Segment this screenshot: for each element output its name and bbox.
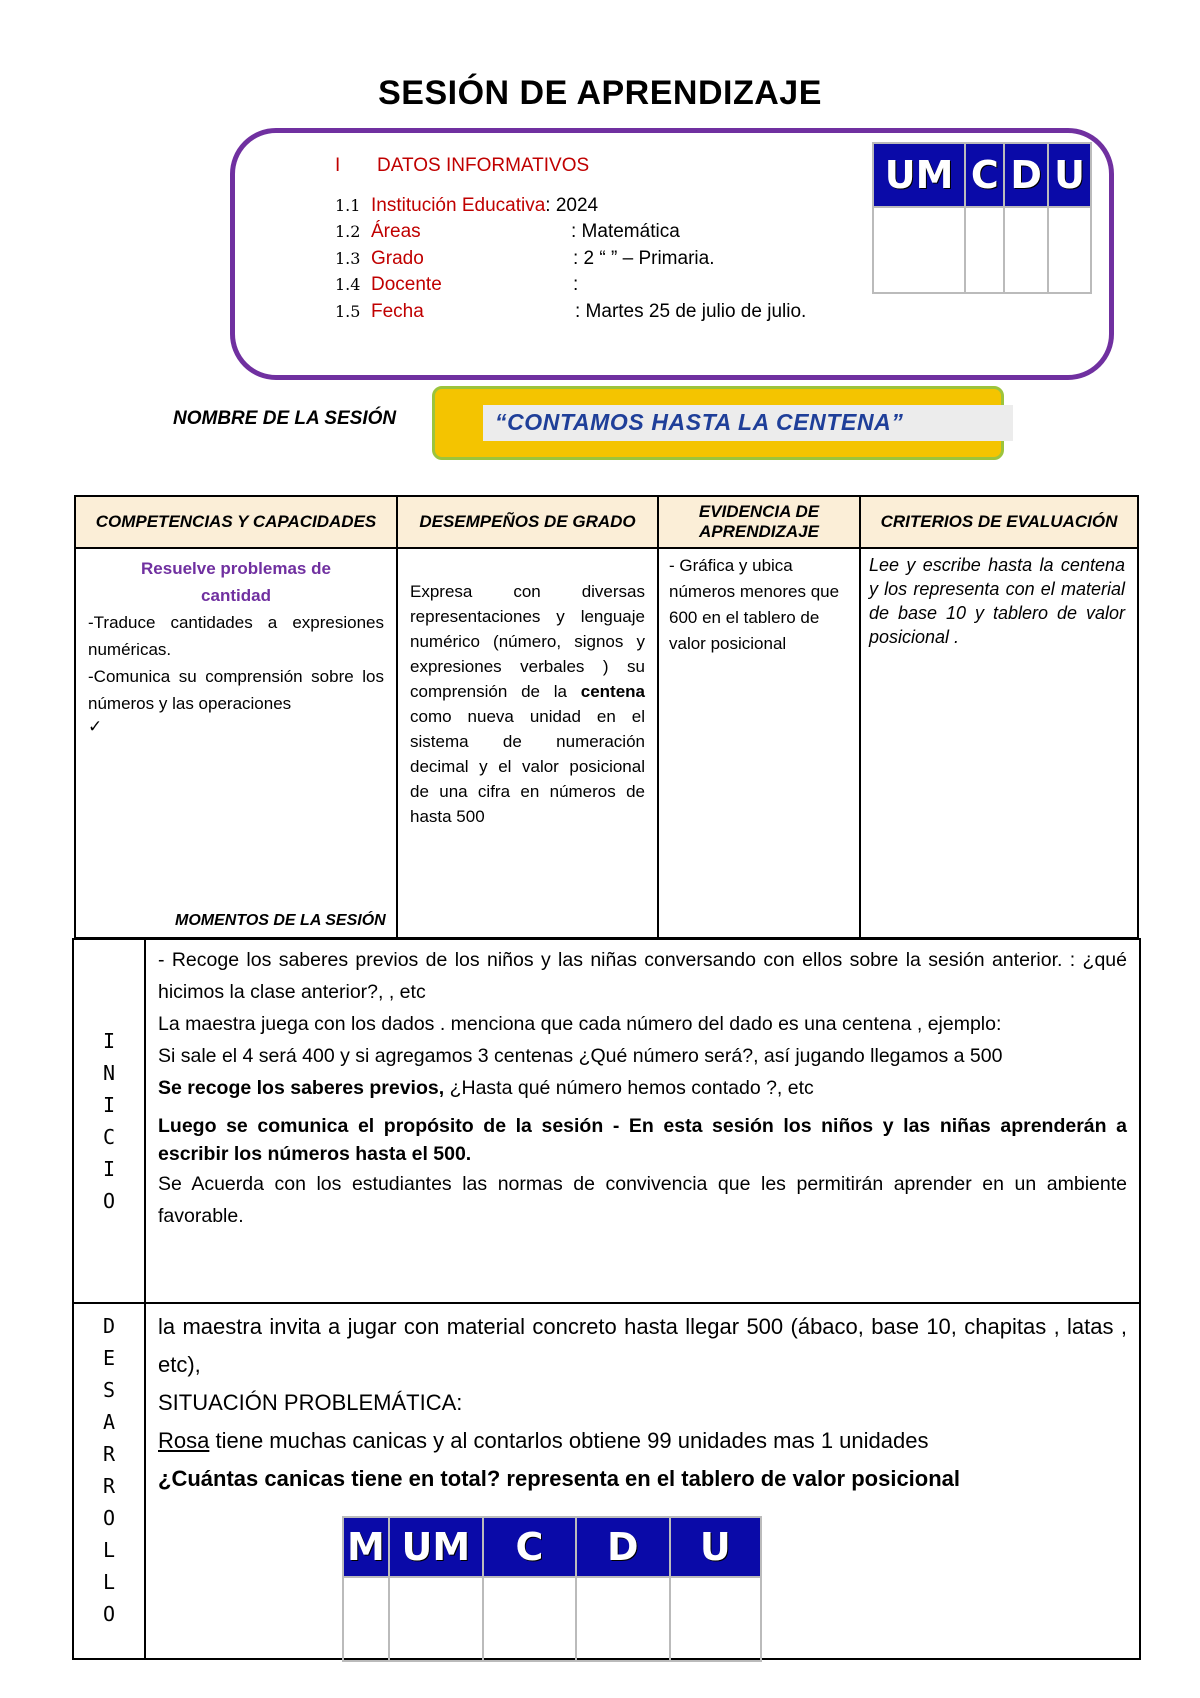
situacion-title: SITUACIÓN PROBLEMÁTICA:: [158, 1390, 463, 1415]
row-number: 1.4: [335, 275, 361, 294]
tablero-cell: [873, 207, 965, 293]
tablero-cell: [389, 1577, 483, 1661]
tablero-header-d: D: [576, 1517, 669, 1577]
letter: L: [102, 1570, 116, 1594]
tablero-header-c: C: [965, 143, 1004, 207]
cell-evidencia: [658, 548, 860, 938]
inicio-paragraph: - Recoge los saberes previos de los niños y las niñas conversando con ellos sobre la sesión anterior. : ¿qué hicimos la clase anterior?, , etc: [158, 949, 1127, 1003]
row-number: 1.2: [335, 222, 361, 241]
cell-competencias: [75, 548, 397, 938]
session-name-box: [483, 405, 1013, 441]
criterio-text: Lee y escribe hasta la centena y los representa con el material de base 10 y tablero de valor posicional .: [869, 555, 1125, 647]
tablero-header-m: M: [343, 1517, 389, 1577]
letter: C: [102, 1125, 116, 1149]
row-value: : 2 “ ” – Primaria.: [573, 248, 715, 269]
tablero-cell: [1048, 207, 1091, 293]
row-label: Áreas: [371, 221, 421, 242]
datos-row-docente: [335, 274, 578, 296]
row-number: 1.5: [335, 302, 361, 321]
row-number: 1.3: [335, 249, 361, 268]
inicio-paragraph: Si sale el 4 será 400 y si agregamos 3 centenas ¿Qué número será?, así jugando llegamos a 500: [158, 1045, 1003, 1067]
row-label: Docente: [371, 274, 442, 295]
situacion-question: ¿Cuántas canicas tiene en total? representa en el tablero de valor posicional: [158, 1466, 961, 1491]
tablero-cell: [1004, 207, 1048, 293]
capacidad-item: -Traduce cantidades a expresiones numéricas.: [88, 613, 384, 659]
tablero-cell: [965, 207, 1004, 293]
tablero-header-c: C: [483, 1517, 576, 1577]
tablero-header-u: U: [670, 1517, 761, 1577]
session-name-banner: [432, 386, 1004, 460]
row-label: Institución Educativa: [371, 195, 546, 216]
letter: I: [102, 1157, 116, 1181]
desempeno-bold: centena: [580, 682, 645, 701]
datos-row-fecha: [335, 301, 806, 323]
inicio-paragraph: [158, 1072, 1127, 1104]
tablero-header-d: D: [1004, 143, 1048, 207]
situacion-text: [158, 1422, 1127, 1460]
text: ¿Hasta qué número hemos contado ?, etc: [444, 1077, 814, 1099]
tablero-cell: [483, 1577, 576, 1661]
tablero-cell: [576, 1577, 669, 1661]
datos-row-areas: [335, 221, 680, 243]
letter: L: [102, 1538, 116, 1562]
desempeno-text: [410, 579, 645, 829]
inicio-content: [145, 939, 1140, 1303]
row-label: Fecha: [371, 301, 424, 322]
row-value: : Matemática: [571, 221, 680, 242]
row-number: 1.1: [335, 196, 361, 215]
session-name: “CONTAMOS HASTA LA CENTENA”: [495, 409, 904, 435]
evidencia-text: - Gráfica y ubica números menores que 600 en el tablero de valor posicional: [669, 556, 840, 653]
letter: R: [102, 1442, 116, 1466]
inicio-label: [73, 939, 145, 1303]
tablero-cell: [343, 1577, 389, 1661]
desempeno-part: Expresa con diversas representaciones y lenguaje numérico (número, signos y expresiones verbales ) su comprensión de la: [410, 582, 645, 701]
text: tiene muchas canicas y al contarlos obtiene 99 unidades mas 1 unidades: [209, 1428, 929, 1453]
page-title: SESIÓN DE APRENDIZAJE: [378, 74, 822, 112]
letter: N: [102, 1061, 116, 1085]
header-desempenos: DESEMPEÑOS DE GRADO: [397, 496, 658, 548]
row-value: :: [573, 274, 579, 295]
proposito-text: Luego se comunica el propósito de la sesión - En esta sesión los niños y las niñas aprenderán a escribir los números hasta el 500.: [158, 1115, 1127, 1165]
check-icon: ✓: [88, 717, 103, 736]
letter: A: [102, 1410, 116, 1434]
header-criterios: CRITERIOS DE EVALUACIÓN: [860, 496, 1138, 548]
tablero-valor-posicional-top: [872, 142, 1092, 294]
datos-row-institucion: [335, 195, 598, 217]
cell-desempenos: [397, 548, 658, 938]
header-competencias: COMPETENCIAS Y CAPACIDADES: [75, 496, 397, 548]
inicio-paragraph: Se Acuerda con los estudiantes las normas de convivencia que les permitirán aprender en un ambiente favorable.: [158, 1173, 1127, 1227]
desarrollo-paragraph: la maestra invita a jugar con material concreto hasta llegar 500 (ábaco, base 10, chapitas , latas , etc),: [158, 1314, 1127, 1377]
letter: O: [102, 1189, 116, 1213]
desarrollo-label: [73, 1303, 145, 1659]
header-evidencia: EVIDENCIA DE APRENDIZAJE: [658, 496, 860, 548]
tablero-header-um: UM: [389, 1517, 483, 1577]
row-label: Grado: [371, 248, 424, 269]
momentos-label: MOMENTOS DE LA SESIÓN: [175, 912, 386, 929]
student-name: Rosa: [158, 1428, 210, 1453]
letter: O: [102, 1602, 116, 1626]
tablero-valor-posicional-bottom: [342, 1516, 762, 1662]
row-value: : Martes 25 de julio de julio.: [575, 301, 807, 322]
competencias-table: [74, 495, 1139, 939]
desempeno-part: como nueva unidad en el sistema de numeración decimal y el valor posicional de una cifra en números de hasta 500: [410, 707, 645, 826]
section-number: I: [335, 155, 341, 176]
inicio-paragraph: La maestra juega con los dados . menciona que cada número del dado es una centena , ejemplo:: [158, 1013, 1002, 1035]
row-value: : 2024: [545, 195, 599, 216]
section-title: DATOS INFORMATIVOS: [377, 155, 590, 176]
competencia-title: Resuelve problemas de cantidad: [141, 559, 331, 605]
cell-criterios: [860, 548, 1138, 938]
datos-heading: [335, 155, 589, 177]
letter: D: [102, 1314, 116, 1338]
letter: O: [102, 1506, 116, 1530]
letter: E: [102, 1346, 116, 1370]
letter: I: [102, 1093, 116, 1117]
capacidad-item: -Comunica su comprensión sobre los números y las operaciones: [88, 667, 384, 713]
letter: R: [102, 1474, 116, 1498]
tablero-header-um: UM: [873, 143, 965, 207]
letter: I: [102, 1029, 116, 1053]
tablero-header-u: U: [1048, 143, 1091, 207]
session-name-label: NOMBRE DE LA SESIÓN: [173, 408, 397, 429]
letter: S: [102, 1378, 116, 1402]
datos-row-grado: [335, 248, 714, 270]
tablero-cell: [670, 1577, 761, 1661]
bold-text: Se recoge los saberes previos,: [158, 1077, 445, 1099]
